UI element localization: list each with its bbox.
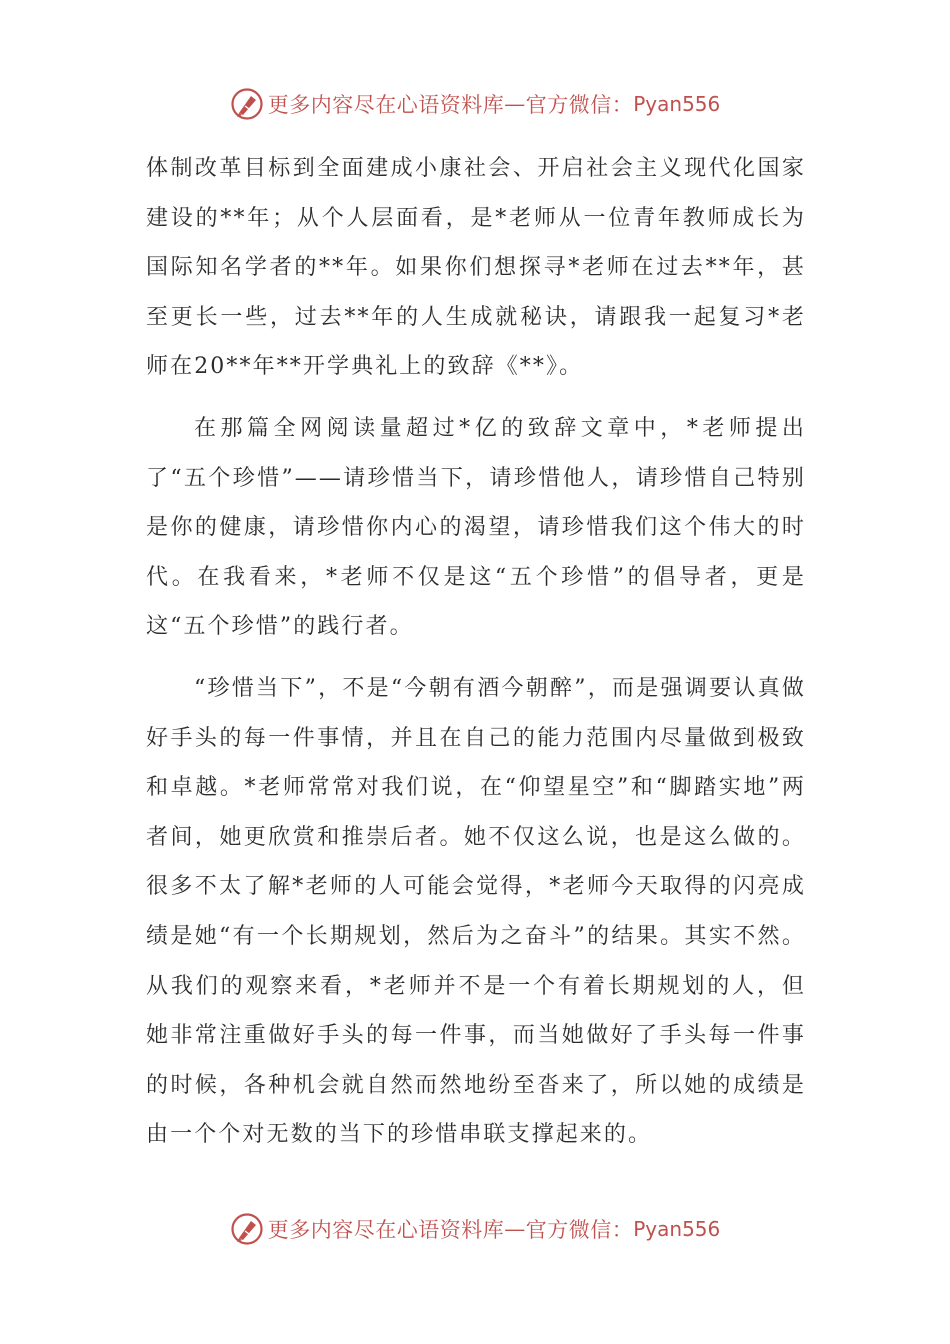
document-body [146, 144, 806, 1160]
header-dash: — [504, 92, 526, 116]
paragraph-1: 体制改革目标到全面建成小康社会、开启社会主义现代化国家建设的**年；从个人层面看，是*老师从一位青年教师成长为国际知名学者的**年。如果你们想探寻*老师在过去**年，甚至更长一些，过去**年的人生成就秘诀，请跟我一起复习*老师在20**年**开学典礼上的致辞《**》。 [146, 156, 806, 380]
header-banner [0, 82, 950, 126]
paragraph-3: “珍惜当下”，不是“今朝有酒今朝醉”，而是强调要认真做好手头的每一件事情，并且在自己的能力范围内尽量做到极致和卓越。*老师常常对我们说，在“仰望星空”和“脚踏实地”两者间，她更欣赏和推崇后者。她不仅这么说，也是这么做的。很多不太了解*老师的人可能会觉得，*老师今天取得的闪亮成绩是她“有一个长期规划，然后为之奋斗”的结果。其实不然。从我们的观察来看，*老师并不是一个有着长期规划的人，但她非常注重做好手头的每一件事，而当她做好了手头每一件事的时候，各种机会就自然而然地纷至沓来了，所以她的成绩是由一个个对无数的当下的珍惜串联支撑起来的。 [146, 675, 806, 1148]
footer-dash: — [504, 1217, 526, 1241]
header-wechat-label: 官方微信： [525, 93, 634, 117]
pen-nib-logo-icon [230, 1212, 264, 1246]
header-wechat-id: Pyan556 [633, 92, 721, 116]
footer-banner [0, 1207, 950, 1251]
footer-wechat-id: Pyan556 [633, 1217, 721, 1241]
footer-wechat-label: 官方微信： [525, 1218, 634, 1242]
footer-site-text: 更多内容尽在心语资料库 [267, 1218, 505, 1242]
pen-nib-logo-icon [230, 87, 264, 121]
header-site-text: 更多内容尽在心语资料库 [267, 93, 505, 117]
paragraph-2: 在那篇全网阅读量超过*亿的致辞文章中，*老师提出了“五个珍惜”——请珍惜当下，请珍惜他人，请珍惜自己特别是你的健康，请珍惜你内心的渴望，请珍惜我们这个伟大的时代。在我看来，*老师不仅是这“五个珍惜”的倡导者，更是这“五个珍惜”的践行者。 [146, 415, 806, 640]
